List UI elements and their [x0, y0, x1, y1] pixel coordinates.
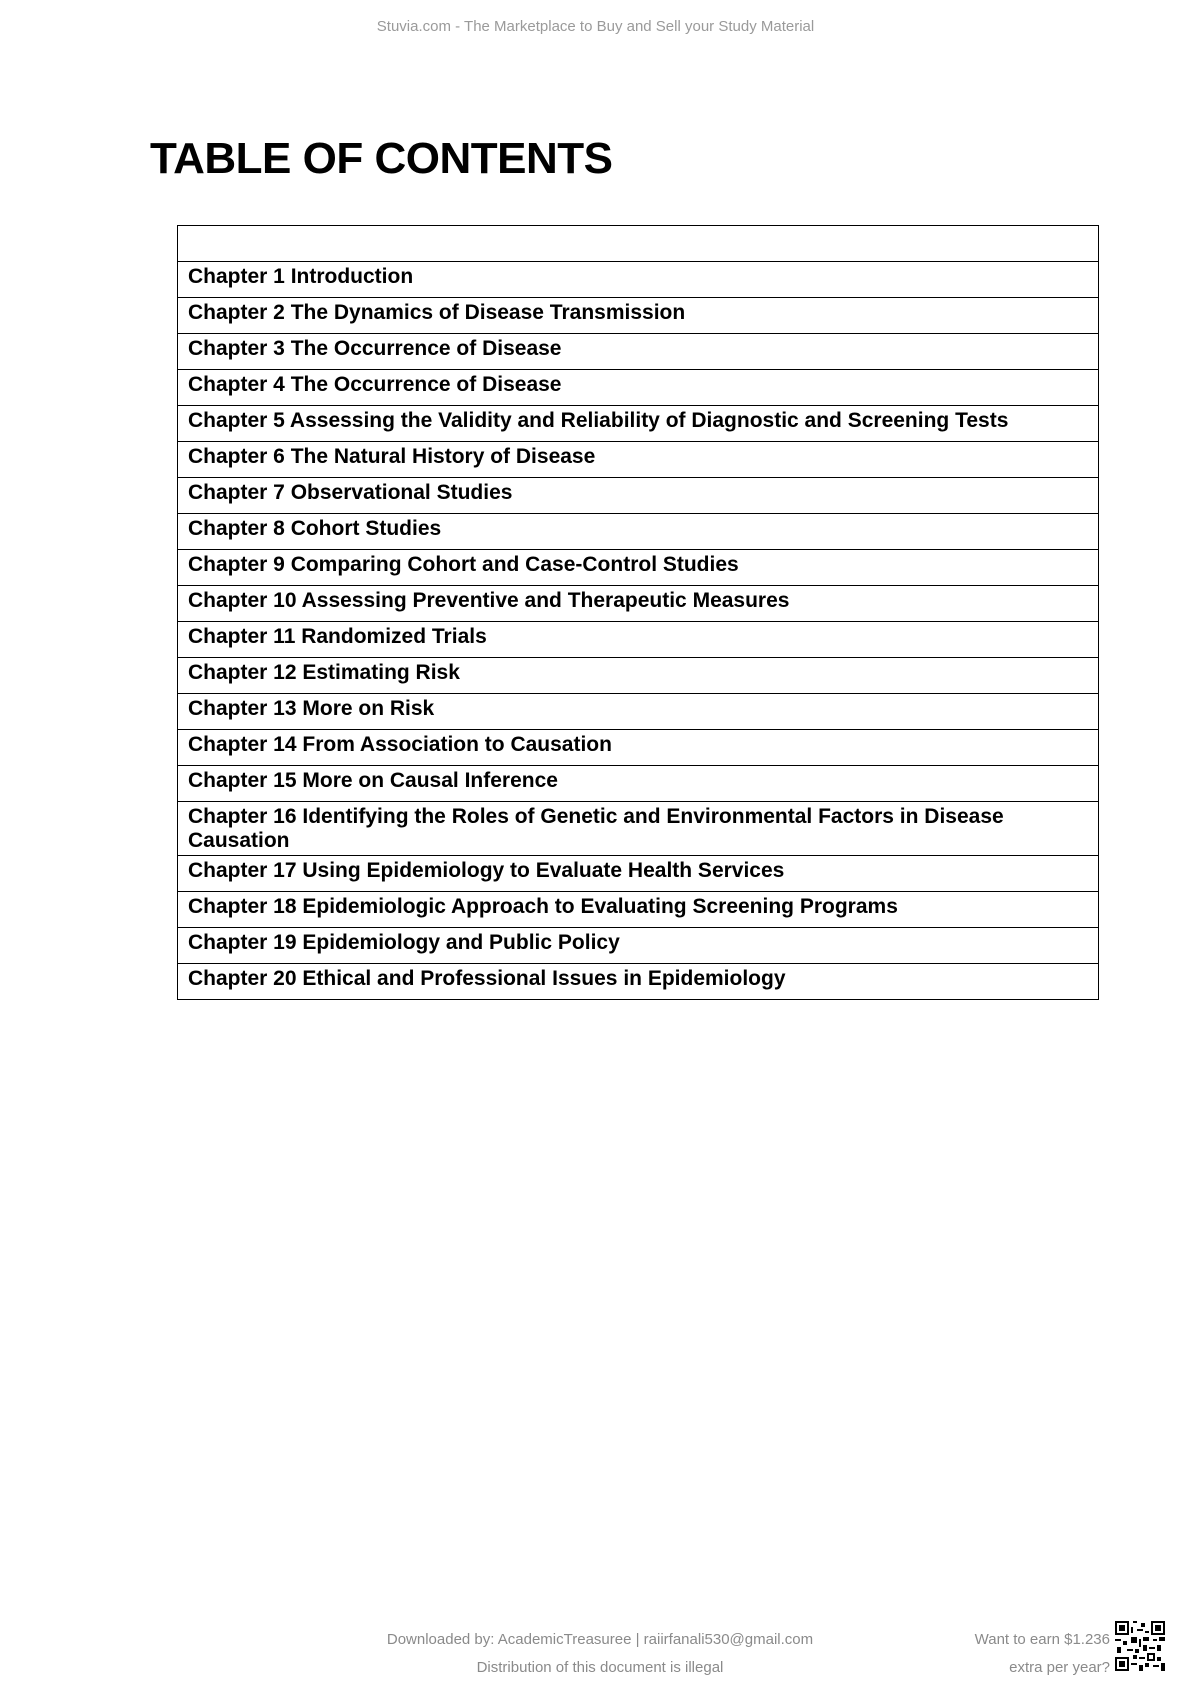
- table-row: [178, 730, 1099, 766]
- toc-entry: Chapter 7 Observational Studies: [178, 478, 1099, 514]
- toc-entry: Chapter 8 Cohort Studies: [178, 514, 1099, 550]
- footer-download-info: [300, 1626, 900, 1682]
- table-row: [178, 694, 1099, 730]
- table-row: [178, 226, 1099, 262]
- toc-entry: Chapter 1 Introduction: [178, 262, 1099, 298]
- page-title: TABLE OF CONTENTS: [150, 134, 613, 183]
- table-row: [178, 262, 1099, 298]
- table-row: [178, 334, 1099, 370]
- table-row: [178, 298, 1099, 334]
- toc-entry: Chapter 3 The Occurrence of Disease: [178, 334, 1099, 370]
- toc-entry: Chapter 18 Epidemiologic Approach to Evaluating Screening Programs: [178, 892, 1099, 928]
- toc-entry: Chapter 5 Assessing the Validity and Reliability of Diagnostic and Screening Tests: [178, 406, 1099, 442]
- toc-entry: Chapter 4 The Occurrence of Disease: [178, 370, 1099, 406]
- table-row: [178, 442, 1099, 478]
- table-row: [178, 550, 1099, 586]
- toc-empty-cell: [178, 226, 1099, 262]
- table-row: [178, 478, 1099, 514]
- table-row: [178, 370, 1099, 406]
- toc-entry: Chapter 20 Ethical and Professional Issues in Epidemiology: [178, 964, 1099, 1000]
- table-row: [178, 586, 1099, 622]
- downloaded-by-text: Downloaded by: AcademicTreasuree | raiirfanali530@gmail.com: [386, 1631, 814, 1648]
- earn-promo-line1: Want to earn $1.236: [974, 1631, 1110, 1648]
- toc-entry: Chapter 9 Comparing Cohort and Case-Control Studies: [178, 550, 1099, 586]
- toc-entry: Chapter 10 Assessing Preventive and Therapeutic Measures: [178, 586, 1099, 622]
- table-row: [178, 802, 1099, 856]
- toc-entry: Chapter 2 The Dynamics of Disease Transmission: [178, 298, 1099, 334]
- toc-entry: Chapter 15 More on Causal Inference: [178, 766, 1099, 802]
- table-row: [178, 514, 1099, 550]
- table-row: [178, 892, 1099, 928]
- toc-entry: Chapter 16 Identifying the Roles of Genetic and Environmental Factors in Disease Causation: [178, 802, 1099, 856]
- header-watermark: Stuvia.com - The Marketplace to Buy and Sell your Study Material: [376, 18, 815, 35]
- toc-entry: Chapter 6 The Natural History of Disease: [178, 442, 1099, 478]
- qr-code-icon[interactable]: [1115, 1621, 1165, 1671]
- table-row: [178, 928, 1099, 964]
- distribution-notice: Distribution of this document is illegal: [476, 1659, 724, 1676]
- table-row: [178, 406, 1099, 442]
- toc-entry: Chapter 12 Estimating Risk: [178, 658, 1099, 694]
- table-of-contents: [177, 225, 1099, 1000]
- table-row: [178, 964, 1099, 1000]
- table-row: [178, 622, 1099, 658]
- table-row: [178, 766, 1099, 802]
- toc-entry: Chapter 11 Randomized Trials: [178, 622, 1099, 658]
- table-row: [178, 856, 1099, 892]
- toc-entry: Chapter 17 Using Epidemiology to Evaluate Health Services: [178, 856, 1099, 892]
- toc-entry: Chapter 14 From Association to Causation: [178, 730, 1099, 766]
- toc-entry: Chapter 13 More on Risk: [178, 694, 1099, 730]
- earn-promo[interactable]: [900, 1626, 1110, 1682]
- earn-promo-line2: extra per year?: [1009, 1659, 1110, 1676]
- toc-entry: Chapter 19 Epidemiology and Public Policy: [178, 928, 1099, 964]
- table-row: [178, 658, 1099, 694]
